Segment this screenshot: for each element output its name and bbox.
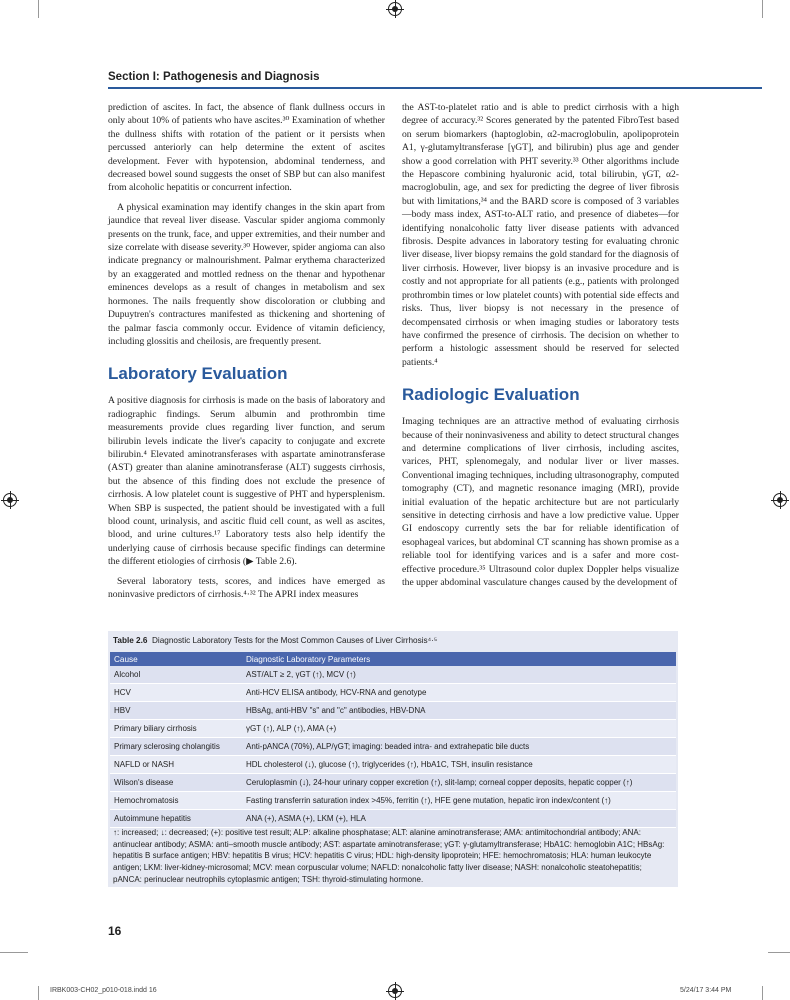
table-row [110, 684, 676, 702]
table-row [110, 720, 676, 738]
table-cell: Primary sclerosing cholangitis [110, 738, 242, 756]
table-cell: AST/ALT ≥ 2, γGT (↑), MCV (↑) [242, 666, 676, 684]
table-cell: Autoimmune hepatitis [110, 810, 242, 828]
table-cell: γGT (↑), ALP (↑), AMA (+) [242, 720, 676, 738]
table-cell: HBsAg, anti-HBV "s" and "c" antibodies, HBV-DNA [242, 702, 676, 720]
table-row [110, 774, 676, 792]
registration-mark-icon [388, 984, 402, 998]
table-cell: HCV [110, 684, 242, 702]
table-cell: Wilson's disease [110, 774, 242, 792]
registration-mark-icon [3, 493, 17, 507]
right-column [402, 101, 679, 595]
table-footnote: ↑: increased; ↓: decreased; (+): positive test result; ALP: alkaline phosphatase; ALT: alanine aminotransferase; AMA: antimitochondrial antibody; ANA: antinuclear antibody; ASMA: anti–smooth muscle antibody; AST: aspartate aminotransferase; γGT: γ-glutamyltransferase; HbA1C: hemoglobin A1C; HBsAg: hepatitis B surface antigen; HBV: hepatitis B virus; HCV: hepatitis C virus; HDL: high-density lipoprotein; HFE: hemochromatosis; HLA: human leukocyte antigen; LKM: liver-kidney-microsomal; MCV: mean corpuscular volume; NAFLD: nonalcoholic fatty liver disease; NASH: nonalcoholic steatohepatitis; pANCA: perinuclear neutrophils cytoplasmic antigen; TSH: thyroid-stimulating hormone. [113, 828, 665, 884]
trim-mark [762, 0, 763, 18]
column-header: Cause [110, 652, 242, 666]
table-cell: Primary biliary cirrhosis [110, 720, 242, 738]
print-slug-file: IRBK003-CH02_p010-018.indd 16 [50, 987, 157, 994]
registration-mark-icon [773, 493, 787, 507]
table-cell: Anti-pANCA (70%), ALP/γGT; imaging: beaded intra- and extrahepatic bile ducts [242, 738, 676, 756]
table-row [110, 756, 676, 774]
table-title: Diagnostic Laboratory Tests for the Most Common Causes of Liver Cirrhosis⁴·⁵ [152, 636, 438, 645]
paragraph: the AST-to-platelet ratio and is able to predict cirrhosis with a high degree of accuracy.³² Scores generated by the patented FibroTest based on serum biomarkers (haptoglobin, α2-macroglobulin, apolipoprotein A1, γ-glutamyltransferase [γGT], and bilirubin) plus age and gender show a good correlation with PHT severity.³³ Other algorithms include the Hepascore combining hyaluronic acid, total bilirubin, γGT, α2-macroglobulin, age, and sex for predicting the degree of liver fibrosis but with limitations,³⁴ and the BARD score is composed of 3 variables—body mass index, AST-to-ALT ratio, and presence of diabetes—for identifying nonalcoholic fatty liver disease patients with advanced fibrosis. Despite advances in laboratory testing for evaluating chronic liver disease, liver biopsy remains the gold standard for the diagnosis of liver cirrhosis. However, liver biopsy is an invasive procedure and is costly and not appropriate for all patients (e.g., patients with prolonged prothrombin times or low platelet counts) with potential side effects and risks. Thus, liver biopsy is not necessary in the presence of decompensated cirrhosis or when imaging studies or laboratory tests have confirmed the presence of cirrhosis. The decision on whether to perform a histologic assessment should be reserved for selected patients.⁴ [402, 102, 679, 368]
heading-laboratory-evaluation: Laboratory Evaluation [108, 364, 288, 384]
paragraph: prediction of ascites. In fact, the absence of flank dullness occurs in only about 10% of patients who have ascites.³⁰ Examination of whether the dullness shifts with rotation of the patient or it persists when percussed anteriorly can help determine the extent of ascites development. Fever with hypotension, abdominal tenderness, and decreased bowel sound suggests the onset of SBP but can also manifest from alcoholic hepatitis or concurrent infection. [108, 102, 385, 194]
trim-mark [38, 0, 39, 18]
section-header: Section I: Pathogenesis and Diagnosis [108, 71, 320, 83]
table-cell: Alcohol [110, 666, 242, 684]
table-cell: HBV [110, 702, 242, 720]
header-rule [108, 87, 762, 89]
table-row [110, 810, 676, 828]
table-cell: HDL cholesterol (↓), glucose (↑), triglycerides (↑), HbA1C, TSH, insulin resistance [242, 756, 676, 774]
table-label: Table 2.6 [113, 636, 148, 645]
heading-radiologic-evaluation: Radiologic Evaluation [402, 385, 580, 405]
diagnostic-table [110, 652, 676, 828]
table-header-row [110, 652, 676, 666]
column-header: Diagnostic Laboratory Parameters [242, 652, 676, 666]
table-cell: Ceruloplasmin (↓), 24-hour urinary copper excretion (↑), slit-lamp; corneal copper deposits, hepatic copper (↑) [242, 774, 676, 792]
paragraph: Imaging techniques are an attractive method of evaluating cirrhosis because of their noninvasiveness and ability to detect structural changes and determine complications of liver cirrhosis, including ascites, varices, PHT, splenomegaly, and nodular liver or liver masses. Conventional imaging techniques, including ultrasonography, computed tomography (CT), and magnetic resonance imaging (MRI), provide initial evaluation of the hepatic architecture but are not particularly sensitive in detecting cirrhosis and have a low predictive value. Upper GI endoscopy currently sets the bar for reliable identification of esophageal varices, but abdominal CT scanning has shown promise as a reliable tool for identifying varices and is a safer and more cost-effective procedure.³⁵ Ultrasound color duplex Doppler helps visualize the upper abdominal vasculature changes caused by the development of [402, 416, 679, 588]
registration-mark-icon [388, 2, 402, 16]
table-cell: NAFLD or NASH [110, 756, 242, 774]
paragraph: A physical examination may identify changes in the skin apart from jaundice that reveal liver disease. Vascular spider angioma commonly presents on the trunk, face, and upper extremities, and their number and size correlate with disease severity.³⁰ However, spider angioma can also indicate pregnancy or malnourishment. Palmar erythema characterized by an exaggerated and mottled redness on the thenar and hypothenar eminences develops as a result of changes in metabolism and sex hormones. The nails frequently show discoloration or clubbing and Dupuytren's contractures manifested as thickening and shortening of the palmar fascia commonly occur. Evidence of vitamin deficiency, including glossitis and cheilosis, are frequently present. [108, 201, 385, 347]
table-cell: Anti-HCV ELISA antibody, HCV-RNA and genotype [242, 684, 676, 702]
trim-mark [0, 952, 28, 953]
table-row [110, 702, 676, 720]
trim-mark [768, 952, 790, 953]
table-row [110, 792, 676, 810]
left-column [108, 101, 385, 607]
table-row [110, 738, 676, 756]
trim-mark [38, 986, 39, 1000]
table-caption [113, 636, 437, 645]
table-2-6 [108, 631, 678, 887]
trim-mark [762, 986, 763, 1000]
page-number: 16 [108, 924, 122, 938]
paragraph: Several laboratory tests, scores, and indices have emerged as noninvasive predictors of cirrhosis.⁴·³² The APRI index measures [108, 575, 385, 600]
table-row [110, 666, 676, 684]
table-cell: ANA (+), ASMA (+), LKM (+), HLA [242, 810, 676, 828]
paragraph: A positive diagnosis for cirrhosis is made on the basis of laboratory and radiographic findings. Serum albumin and prothrombin time measurements provide clues regarding liver function, and serum bilirubin levels indicate the liver's capacity to conjugate and excrete bilirubin.⁴ Elevated aminotransferases with aspartate aminotransferase (AST) greater than alanine aminotransferase (ALT) suggests cirrhosis, but the absence of this finding does not exclude the presence of cirrhosis. A low platelet count is suggestive of PHT and hypersplenism. When SBP is suspected, the patient should be investigated with a full blood count, urinalysis, and ascitic fluid cell count, as well as ascites, blood, and urine cultures.¹⁷ Laboratory tests also help identify the underlying cause of cirrhosis because specific findings can determine the different etiologies of cirrhosis (▶ Table 2.6). [108, 395, 385, 568]
print-slug-date: 5/24/17 3:44 PM [680, 987, 732, 994]
table-cell: Hemochromatosis [110, 792, 242, 810]
table-cell: Fasting transferrin saturation index >45%, ferritin (↑), HFE gene mutation, hepatic iron index/content (↑) [242, 792, 676, 810]
